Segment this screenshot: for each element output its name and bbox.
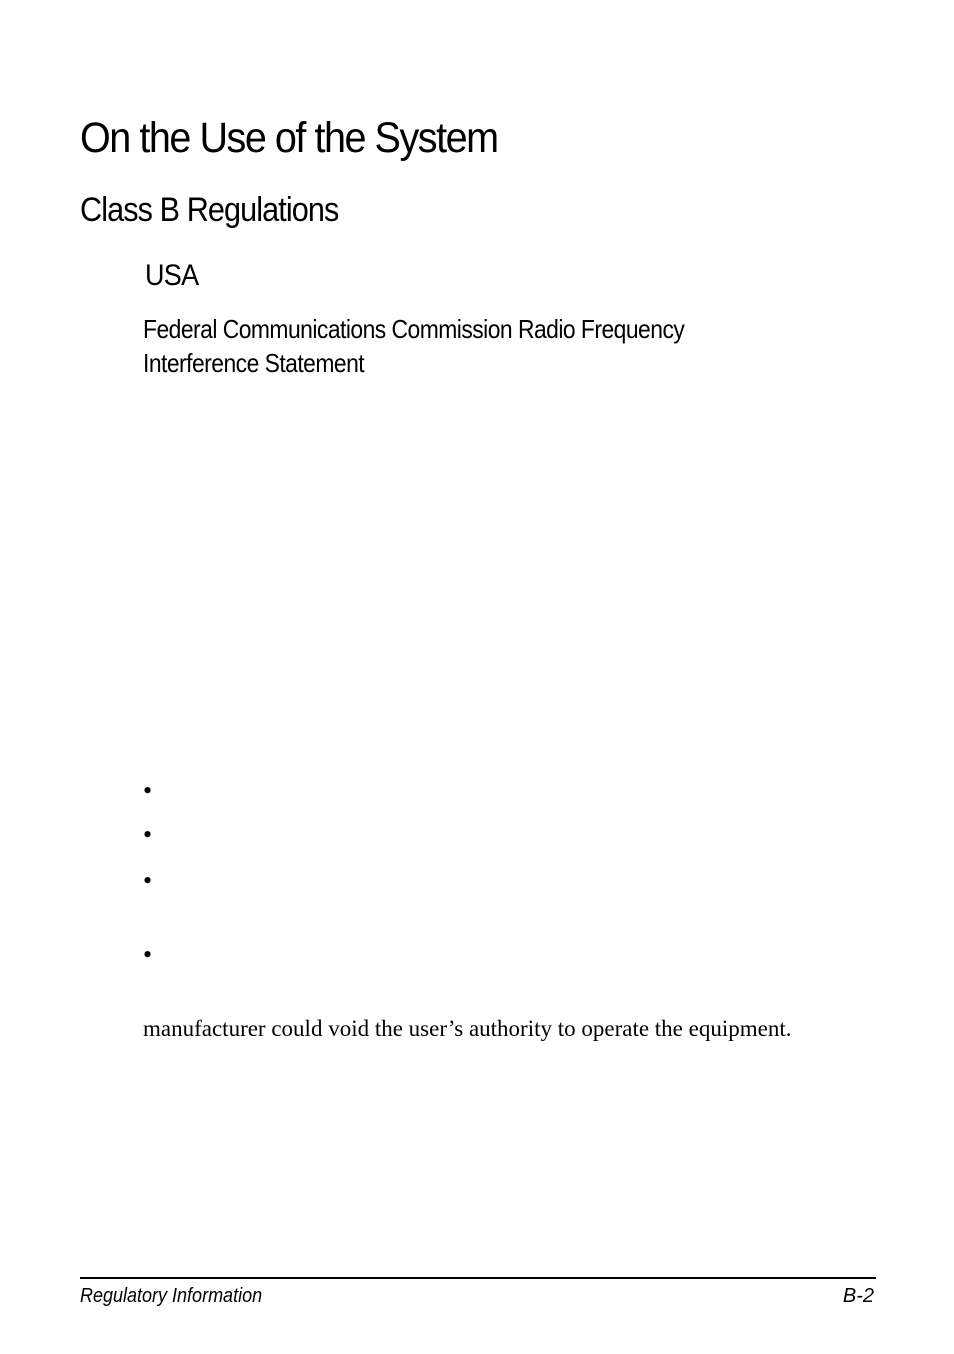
page-title: On the Use of the System — [80, 114, 498, 162]
statement-heading-line-1: Federal Communications Commission Radio Frequency — [143, 314, 685, 344]
bullet-marker-1: • — [143, 776, 153, 805]
subsection-heading: USA — [145, 259, 199, 292]
footer-page-number: B-2 — [842, 1285, 874, 1307]
bullet-marker-4: • — [143, 940, 153, 969]
statement-heading-line-2: Interference Statement — [143, 348, 365, 378]
body-paragraph-line: manufacturer could void the user’s authority to operate the equipment. — [143, 1016, 792, 1041]
section-heading: Class B Regulations — [80, 191, 339, 229]
bullet-marker-3: • — [143, 866, 153, 895]
footer-divider — [80, 1277, 876, 1279]
statement-heading — [143, 312, 684, 380]
bullet-marker-2: • — [143, 820, 153, 849]
footer-chapter-label: Regulatory Information — [80, 1285, 263, 1307]
